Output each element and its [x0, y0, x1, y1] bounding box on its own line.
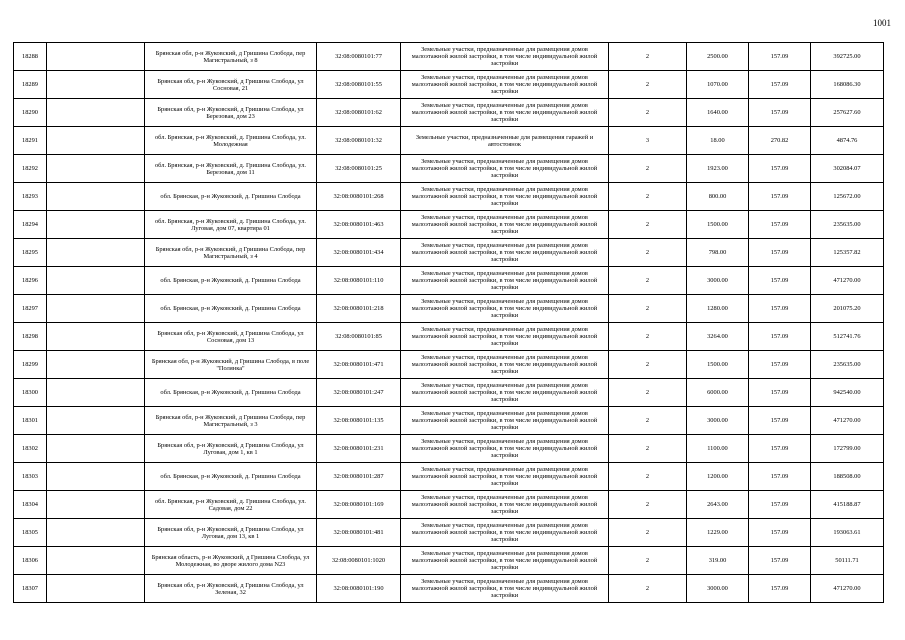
- area-cell: 1500.00: [687, 211, 749, 239]
- area-cell: 798.00: [687, 239, 749, 267]
- area-cell: 3000.00: [687, 267, 749, 295]
- row-number: 18305: [14, 519, 47, 547]
- cadastral-number-cell: 32:08:0080101:471: [317, 351, 401, 379]
- area-cell: 18.00: [687, 127, 749, 155]
- rate-cell: 157.09: [749, 379, 811, 407]
- table-row: [14, 267, 884, 295]
- empty-cell: [47, 491, 145, 519]
- address-cell: Брянская обл, р-н Жуковский, д Гришина Слобода, пер Магистральный, з 3: [145, 407, 317, 435]
- group-cell: 2: [609, 379, 687, 407]
- rate-cell: 157.09: [749, 351, 811, 379]
- row-number: 18297: [14, 295, 47, 323]
- group-cell: 2: [609, 491, 687, 519]
- cadastral-value-cell: 172799.00: [811, 435, 884, 463]
- land-use-cell: Земельные участки, предназначенные для размещения домов малоэтажной жилой застройки, в том числе индивидуальной жилой застройки: [401, 183, 609, 211]
- group-cell: 2: [609, 323, 687, 351]
- cadastral-number-cell: 32:08:0080101:25: [317, 155, 401, 183]
- cadastral-value-table: [13, 42, 884, 603]
- group-cell: 2: [609, 435, 687, 463]
- rate-cell: 157.09: [749, 295, 811, 323]
- empty-cell: [47, 435, 145, 463]
- address-cell: Брянская обл, р-н Жуковский, д Гришина Слобода, пер Магистральный, з 4: [145, 239, 317, 267]
- land-use-cell: Земельные участки, предназначенные для размещения домов малоэтажной жилой застройки, в том числе индивидуальной жилой застройки: [401, 267, 609, 295]
- empty-cell: [47, 99, 145, 127]
- cadastral-number-cell: 32:08:0080101:110: [317, 267, 401, 295]
- address-cell: обл. Брянская, р-н Жуковский, д. Гришина Слобода, ул. Луговая, дом 07, квартира 01: [145, 211, 317, 239]
- empty-cell: [47, 295, 145, 323]
- cadastral-value-cell: 125357.82: [811, 239, 884, 267]
- address-cell: обл. Брянская, р-н Жуковский, д. Гришина Слобода, ул. Садовая, дом 22: [145, 491, 317, 519]
- cadastral-number-cell: 32:08:0080101:169: [317, 491, 401, 519]
- rate-cell: 157.09: [749, 435, 811, 463]
- row-number: 18295: [14, 239, 47, 267]
- table-row: [14, 575, 884, 603]
- land-use-cell: Земельные участки, предназначенные для размещения домов малоэтажной жилой застройки, в том числе индивидуальной жилой застройки: [401, 295, 609, 323]
- empty-cell: [47, 43, 145, 71]
- cadastral-value-cell: 471270.00: [811, 267, 884, 295]
- area-cell: 1640.00: [687, 99, 749, 127]
- area-cell: 2643.00: [687, 491, 749, 519]
- address-cell: обл. Брянская, р-н Жуковский, д. Гришина Слобода: [145, 463, 317, 491]
- empty-cell: [47, 379, 145, 407]
- area-cell: 3000.00: [687, 575, 749, 603]
- rate-cell: 157.09: [749, 323, 811, 351]
- group-cell: 2: [609, 155, 687, 183]
- row-number: 18291: [14, 127, 47, 155]
- address-cell: Брянская обл, р-н Жуковский, д Гришина Слобода, пер Магистральный, з 8: [145, 43, 317, 71]
- cadastral-number-cell: 32:08:0080101:218: [317, 295, 401, 323]
- table-row: [14, 239, 884, 267]
- cadastral-number-cell: 32:08:0080101:231: [317, 435, 401, 463]
- row-number: 18294: [14, 211, 47, 239]
- row-number: 18302: [14, 435, 47, 463]
- rate-cell: 157.09: [749, 43, 811, 71]
- address-cell: обл. Брянская, р-н Жуковский, д. Гришина Слобода, ул. Молодежная: [145, 127, 317, 155]
- rate-cell: 157.09: [749, 491, 811, 519]
- empty-cell: [47, 547, 145, 575]
- group-cell: 2: [609, 239, 687, 267]
- rate-cell: 157.09: [749, 99, 811, 127]
- land-use-cell: Земельные участки, предназначенные для размещения домов малоэтажной жилой застройки, в том числе индивидуальной жилой застройки: [401, 519, 609, 547]
- cadastral-value-cell: 4874.76: [811, 127, 884, 155]
- group-cell: 2: [609, 43, 687, 71]
- table-row: [14, 99, 884, 127]
- rate-cell: 157.09: [749, 407, 811, 435]
- cadastral-value-cell: 235635.00: [811, 211, 884, 239]
- group-cell: 2: [609, 211, 687, 239]
- address-cell: обл. Брянская, р-н Жуковский, д. Гришина Слобода: [145, 183, 317, 211]
- cadastral-number-cell: 32:08:0080101:77: [317, 43, 401, 71]
- empty-cell: [47, 267, 145, 295]
- address-cell: Брянская обл, р-н Жуковский, д Гришина Слобода, ул Березовая, дом 23: [145, 99, 317, 127]
- address-cell: обл. Брянская, р-н Жуковский, д. Гришина Слобода: [145, 295, 317, 323]
- land-use-cell: Земельные участки, предназначенные для размещения домов малоэтажной жилой застройки, в том числе индивидуальной жилой застройки: [401, 547, 609, 575]
- cadastral-value-cell: 415188.87: [811, 491, 884, 519]
- group-cell: 2: [609, 407, 687, 435]
- row-number: 18298: [14, 323, 47, 351]
- rate-cell: 157.09: [749, 267, 811, 295]
- area-cell: 1200.00: [687, 463, 749, 491]
- row-number: 18306: [14, 547, 47, 575]
- group-cell: 2: [609, 183, 687, 211]
- address-cell: Брянская обл, р-н Жуковский, д Гришина Слобода, ул Луговая, дом 1, кв 1: [145, 435, 317, 463]
- cadastral-number-cell: 32:08:0080101:190: [317, 575, 401, 603]
- area-cell: 3000.00: [687, 407, 749, 435]
- rate-cell: 157.09: [749, 547, 811, 575]
- page-number: 1001: [873, 18, 891, 28]
- group-cell: 2: [609, 295, 687, 323]
- address-cell: обл. Брянская, р-н Жуковский, д. Гришина Слобода: [145, 267, 317, 295]
- land-use-cell: Земельные участки, предназначенные для размещения домов малоэтажной жилой застройки, в том числе индивидуальной жилой застройки: [401, 43, 609, 71]
- group-cell: 2: [609, 463, 687, 491]
- land-use-cell: Земельные участки, предназначенные для размещения домов малоэтажной жилой застройки, в том числе индивидуальной жилой застройки: [401, 575, 609, 603]
- table-row: [14, 127, 884, 155]
- land-use-cell: Земельные участки, предназначенные для размещения домов малоэтажной жилой застройки, в том числе индивидуальной жилой застройки: [401, 491, 609, 519]
- row-number: 18290: [14, 99, 47, 127]
- row-number: 18289: [14, 71, 47, 99]
- rate-cell: 270.82: [749, 127, 811, 155]
- address-cell: Брянская обл, р-н Жуковский, д Гришина Слобода, в поле "Полянка": [145, 351, 317, 379]
- empty-cell: [47, 183, 145, 211]
- group-cell: 2: [609, 547, 687, 575]
- area-cell: 6000.00: [687, 379, 749, 407]
- empty-cell: [47, 127, 145, 155]
- group-cell: 2: [609, 267, 687, 295]
- land-use-cell: Земельные участки, предназначенные для размещения домов малоэтажной жилой застройки, в том числе индивидуальной жилой застройки: [401, 323, 609, 351]
- row-number: 18288: [14, 43, 47, 71]
- table-row: [14, 351, 884, 379]
- cadastral-number-cell: 32:08:0080101:481: [317, 519, 401, 547]
- area-cell: 800.00: [687, 183, 749, 211]
- cadastral-value-cell: 50111.71: [811, 547, 884, 575]
- cadastral-value-cell: 942540.00: [811, 379, 884, 407]
- area-cell: 319.00: [687, 547, 749, 575]
- empty-cell: [47, 463, 145, 491]
- row-number: 18301: [14, 407, 47, 435]
- cadastral-value-cell: 471270.00: [811, 575, 884, 603]
- group-cell: 3: [609, 127, 687, 155]
- rate-cell: 157.09: [749, 155, 811, 183]
- land-use-cell: Земельные участки, предназначенные для размещения домов малоэтажной жилой застройки, в том числе индивидуальной жилой застройки: [401, 239, 609, 267]
- empty-cell: [47, 239, 145, 267]
- cadastral-number-cell: 32:08:0080101:434: [317, 239, 401, 267]
- cadastral-number-cell: 32:08:0080101:463: [317, 211, 401, 239]
- empty-cell: [47, 575, 145, 603]
- group-cell: 2: [609, 71, 687, 99]
- land-use-cell: Земельные участки, предназначенные для размещения домов малоэтажной жилой застройки, в том числе индивидуальной жилой застройки: [401, 99, 609, 127]
- area-cell: 1070.00: [687, 71, 749, 99]
- cadastral-value-cell: 392725.00: [811, 43, 884, 71]
- address-cell: Брянская обл, р-н Жуковский, д Гришина Слобода, ул Луговая, дом 13, кв 1: [145, 519, 317, 547]
- cadastral-number-cell: 32:08:0080101:1020: [317, 547, 401, 575]
- row-number: 18299: [14, 351, 47, 379]
- area-cell: 1280.00: [687, 295, 749, 323]
- rate-cell: 157.09: [749, 575, 811, 603]
- table-row: [14, 435, 884, 463]
- rate-cell: 157.09: [749, 211, 811, 239]
- table-row: [14, 155, 884, 183]
- row-number: 18307: [14, 575, 47, 603]
- row-number: 18304: [14, 491, 47, 519]
- empty-cell: [47, 155, 145, 183]
- cadastral-value-cell: 125672.00: [811, 183, 884, 211]
- address-cell: обл. Брянская, р-н Жуковский, д. Гришина Слобода: [145, 379, 317, 407]
- address-cell: Брянская область, р-н Жуковский, д Гришина Слобода, ул Молодежная, во дворе жилого дома N23: [145, 547, 317, 575]
- table-row: [14, 379, 884, 407]
- row-number: 18303: [14, 463, 47, 491]
- cadastral-number-cell: 32:08:0080101:62: [317, 99, 401, 127]
- cadastral-value-cell: 201075.20: [811, 295, 884, 323]
- cadastral-value-cell: 235635.00: [811, 351, 884, 379]
- table-row: [14, 211, 884, 239]
- address-cell: обл. Брянская, р-н Жуковский, д. Гришина Слобода, ул. Березовая, дом 11: [145, 155, 317, 183]
- table-row: [14, 519, 884, 547]
- empty-cell: [47, 519, 145, 547]
- empty-cell: [47, 323, 145, 351]
- cadastral-number-cell: 32:08:0080101:32: [317, 127, 401, 155]
- address-cell: Брянская обл, р-н Жуковский, д Гришина Слобода, ул Зеленая, 32: [145, 575, 317, 603]
- land-use-cell: Земельные участки, предназначенные для размещения домов малоэтажной жилой застройки, в том числе индивидуальной жилой застройки: [401, 407, 609, 435]
- cadastral-number-cell: 32:08:0080101:55: [317, 71, 401, 99]
- table-row: [14, 323, 884, 351]
- cadastral-number-cell: 32:08:0080101:287: [317, 463, 401, 491]
- land-use-cell: Земельные участки, предназначенные для размещения домов малоэтажной жилой застройки, в том числе индивидуальной жилой застройки: [401, 435, 609, 463]
- row-number: 18293: [14, 183, 47, 211]
- land-use-cell: Земельные участки, предназначенные для размещения домов малоэтажной жилой застройки, в том числе индивидуальной жилой застройки: [401, 379, 609, 407]
- empty-cell: [47, 71, 145, 99]
- rate-cell: 157.09: [749, 71, 811, 99]
- land-use-cell: Земельные участки, предназначенные для размещения домов малоэтажной жилой застройки, в том числе индивидуальной жилой застройки: [401, 463, 609, 491]
- group-cell: 2: [609, 99, 687, 127]
- group-cell: 2: [609, 351, 687, 379]
- cadastral-value-cell: 302084.07: [811, 155, 884, 183]
- rate-cell: 157.09: [749, 239, 811, 267]
- cadastral-value-cell: 471270.00: [811, 407, 884, 435]
- cadastral-number-cell: 32:08:0080101:247: [317, 379, 401, 407]
- area-cell: 1923.00: [687, 155, 749, 183]
- group-cell: 2: [609, 519, 687, 547]
- rate-cell: 157.09: [749, 519, 811, 547]
- table-row: [14, 407, 884, 435]
- area-cell: 2500.00: [687, 43, 749, 71]
- area-cell: 3264.00: [687, 323, 749, 351]
- rate-cell: 157.09: [749, 183, 811, 211]
- address-cell: Брянская обл, р-н Жуковский, д Гришина Слобода, ул Сосновая, 21: [145, 71, 317, 99]
- table-row: [14, 43, 884, 71]
- table-row: [14, 491, 884, 519]
- row-number: 18300: [14, 379, 47, 407]
- land-use-cell: Земельные участки, предназначенные для размещения домов малоэтажной жилой застройки, в том числе индивидуальной жилой застройки: [401, 71, 609, 99]
- cadastral-value-cell: 512741.76: [811, 323, 884, 351]
- group-cell: 2: [609, 575, 687, 603]
- empty-cell: [47, 407, 145, 435]
- address-cell: Брянская обл, р-н Жуковский, д Гришина Слобода, ул Сосновая, дом 13: [145, 323, 317, 351]
- table-row: [14, 71, 884, 99]
- row-number: 18296: [14, 267, 47, 295]
- land-use-cell: Земельные участки, предназначенные для размещения гаражей и автостоянок: [401, 127, 609, 155]
- land-use-cell: Земельные участки, предназначенные для размещения домов малоэтажной жилой застройки, в том числе индивидуальной жилой застройки: [401, 351, 609, 379]
- area-cell: 1500.00: [687, 351, 749, 379]
- table-row: [14, 183, 884, 211]
- land-use-cell: Земельные участки, предназначенные для размещения домов малоэтажной жилой застройки, в том числе индивидуальной жилой застройки: [401, 211, 609, 239]
- rate-cell: 157.09: [749, 463, 811, 491]
- area-cell: 1100.00: [687, 435, 749, 463]
- cadastral-number-cell: 32:08:0080101:268: [317, 183, 401, 211]
- empty-cell: [47, 351, 145, 379]
- land-use-cell: Земельные участки, предназначенные для размещения домов малоэтажной жилой застройки, в том числе индивидуальной жилой застройки: [401, 155, 609, 183]
- table-row: [14, 295, 884, 323]
- cadastral-value-cell: 193063.61: [811, 519, 884, 547]
- row-number: 18292: [14, 155, 47, 183]
- area-cell: 1229.00: [687, 519, 749, 547]
- cadastral-number-cell: 32:08:0080101:85: [317, 323, 401, 351]
- table-row: [14, 463, 884, 491]
- cadastral-number-cell: 32:08:0080101:135: [317, 407, 401, 435]
- cadastral-value-cell: 168086.30: [811, 71, 884, 99]
- cadastral-value-cell: 257627.60: [811, 99, 884, 127]
- table-row: [14, 547, 884, 575]
- empty-cell: [47, 211, 145, 239]
- cadastral-value-cell: 188508.00: [811, 463, 884, 491]
